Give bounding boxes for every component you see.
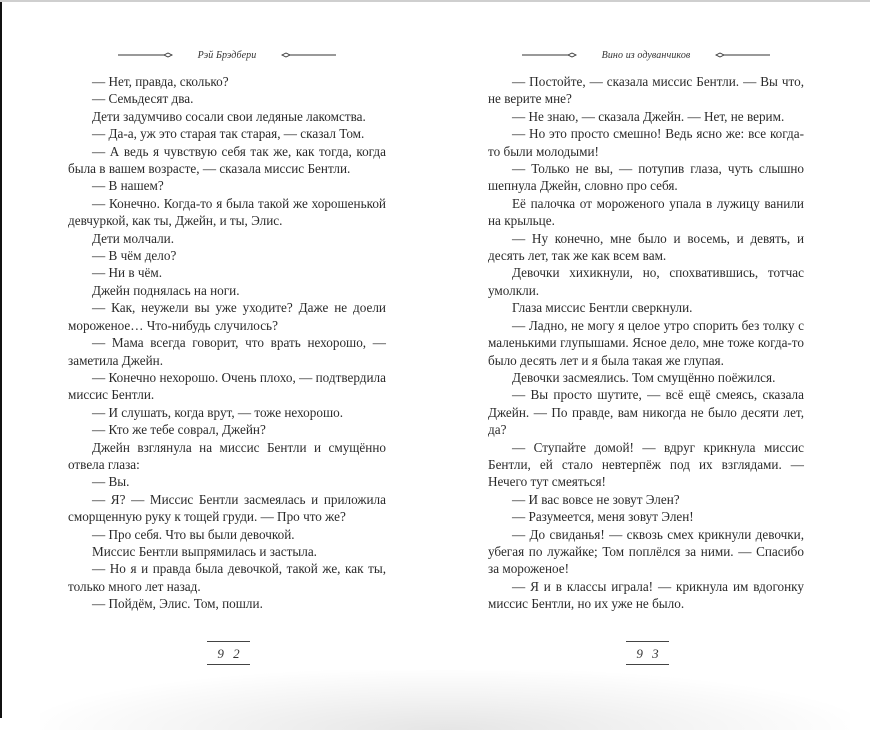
paragraph: Её палочка от мороженого упала в лужицу ванили на крыльце.: [488, 195, 804, 229]
paragraph: — А ведь я чувствую себя так же, как тогда, когда была в вашем возрасте, — сказала миссис Бентли.: [68, 143, 386, 177]
paragraph: Джейн взглянула на миссис Бентли и смущённо отвела глаза:: [68, 439, 386, 472]
paragraph: Дети молчали.: [92, 230, 175, 246]
paragraph: Глаза миссис Бентли сверкнули.: [512, 300, 693, 316]
page-number: 9 2: [207, 641, 250, 665]
page-body: [488, 73, 804, 613]
paragraph: Миссис Бентли выпрямилась и застыла.: [92, 543, 317, 559]
paragraph: — Про себя. Что вы были девочкой.: [92, 526, 295, 542]
paragraph: — Нет, правда, сколько?: [92, 74, 229, 89]
paragraph: — Не знаю, — сказала Джейн. — Нет, не верим.: [512, 108, 785, 124]
paragraph: — Но это просто смешно! Ведь ясно же: все когда-то были молодыми!: [488, 126, 804, 159]
scan-top-edge: [0, 0, 870, 2]
paragraph: — Да-а, уж это старая так старая, — сказал Том.: [92, 126, 365, 142]
page-number: 9 3: [626, 641, 669, 665]
arrow-flourish-icon: [714, 51, 770, 59]
paragraph: — До свиданья! — сквозь смех крикнули девочки, убегая по лужайке; Том поплёлся за ними. — Спасибо за мороженое!: [488, 526, 804, 577]
paragraph: — Ступайте домой! — вдруг крикнула миссис Бентли, ей стало невтерпёж под их взглядами. — Нечего тут смеяться!: [488, 439, 804, 490]
running-head: [488, 48, 804, 62]
paragraph: — Разумеется, меня зовут Элен!: [512, 509, 694, 525]
paragraph: — Ни в чём.: [92, 265, 163, 281]
paragraph: — Я? — Миссис Бентли засмеялась и приложила сморщенную руку к тощей груди. — Про что же?: [68, 491, 386, 525]
paragraph: — Конечно. Когда-то я была такой же хорошенькой девчуркой, как ты, Джейн, и ты, Элис.: [68, 195, 386, 229]
paragraph: — Кто же тебе соврал, Джейн?: [92, 422, 266, 438]
paragraph: — Вы.: [92, 474, 130, 490]
arrow-flourish-icon: [522, 51, 578, 59]
paragraph: Джейн поднялась на ноги.: [92, 282, 240, 298]
paragraph: — Семьдесят два.: [92, 91, 194, 107]
paragraph: Девочки хихикнули, но, спохватившись, тотчас умолкли.: [488, 265, 804, 298]
paragraph: Дети задумчиво сосали свои ледяные лакомства.: [92, 108, 366, 124]
paragraph: — Пойдём, Элис. Том, пошли.: [92, 596, 263, 612]
paragraph: — Я и в классы играла! — крикнула им вдогонку миссис Бентли, но их уже не было.: [488, 578, 804, 612]
paragraph: — Только не вы, — потупив глаза, чуть слышно шепнула Джейн, словно про себя.: [488, 161, 804, 194]
paragraph: — В нашем?: [92, 178, 164, 194]
paragraph: — Но я и правда была девочкой, такой же, как ты, только много лет назад.: [68, 561, 386, 594]
paragraph: — Конечно нехорошо. Очень плохо, — подтвердила миссис Бентли.: [68, 369, 386, 403]
paragraph: Девочки засмеялись. Том смущённо поёжился.: [512, 369, 776, 385]
running-head-title: Вино из одуванчиков: [601, 49, 691, 61]
paragraph: — Вы просто шутите, — всё ещё смеясь, сказала Джейн. — По правде, вам никогда не было десяти лет, да?: [488, 387, 804, 438]
running-head-title: Рэй Брэдбери: [197, 49, 257, 61]
arrow-flourish-icon: [280, 51, 336, 59]
paragraph: — И вас вовсе не зовут Элен?: [512, 491, 680, 507]
paragraph: — В чём дело?: [92, 248, 177, 264]
page-body: [68, 73, 386, 613]
running-head: [68, 48, 386, 62]
paragraph: — Ну конечно, мне было и восемь, и девять, и десять лет, так же как всем вам.: [488, 230, 804, 264]
paragraph: — И слушать, когда врут, — тоже нехорошо.: [92, 404, 343, 420]
scan-left-edge: [0, 0, 2, 718]
paragraph: — Ладно, не могу я целое утро спорить без толку с маленькими глупышами. Ясное дело, мне тоже когда-то было десять лет и я была такая же глупая.: [488, 317, 804, 368]
paragraph: — Мама всегда говорит, что врать нехорошо, — заметила Джейн.: [68, 335, 386, 368]
paragraph: — Как, неужели вы уже уходите? Даже не доели мороженое… Что-нибудь случилось?: [68, 300, 386, 333]
arrow-flourish-icon: [118, 51, 174, 59]
page-shadow: [40, 670, 850, 730]
paragraph: — Постойте, — сказала миссис Бентли. — Вы что, не верите мне?: [488, 74, 804, 107]
